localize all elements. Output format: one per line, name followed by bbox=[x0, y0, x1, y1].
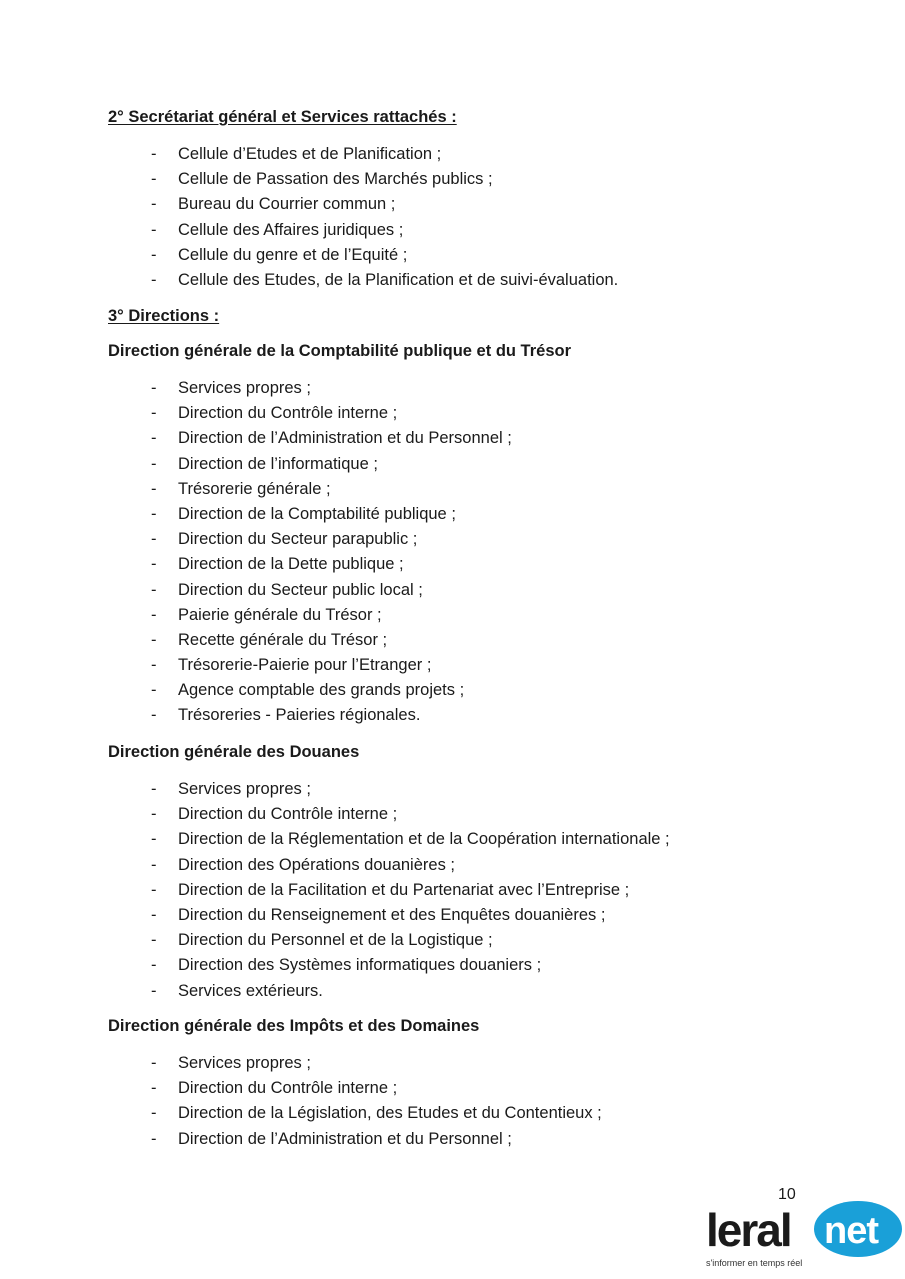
dash-bullet: - bbox=[151, 981, 157, 1000]
list-item-text: Recette générale du Trésor ; bbox=[178, 630, 388, 649]
dgcpt-heading-block bbox=[108, 341, 848, 361]
leralnet-logo-mark bbox=[706, 1200, 902, 1258]
list-item bbox=[108, 878, 848, 903]
dash-bullet: - bbox=[151, 270, 157, 289]
section-3-heading: 3° Directions : bbox=[108, 307, 220, 325]
list-item-text: Direction des Opérations douanières ; bbox=[178, 855, 455, 874]
dash-bullet: - bbox=[151, 504, 157, 523]
dash-bullet: - bbox=[151, 530, 157, 549]
list-item-text: Direction de la Facilitation et du Partenariat avec l’Entreprise ; bbox=[178, 880, 630, 899]
dgid-heading-block bbox=[108, 1016, 848, 1036]
dgd-list bbox=[108, 777, 848, 1004]
dgid-list bbox=[108, 1051, 848, 1152]
dash-bullet: - bbox=[151, 630, 157, 649]
dash-bullet: - bbox=[151, 404, 157, 423]
section-2-list-block bbox=[108, 142, 848, 293]
list-item bbox=[108, 401, 848, 426]
list-item-text: Direction du Contrôle interne ; bbox=[178, 805, 398, 824]
list-item bbox=[108, 218, 848, 243]
list-item-text: Direction du Secteur parapublic ; bbox=[178, 530, 418, 549]
dash-bullet: - bbox=[151, 880, 157, 899]
list-item-text: Trésorerie-Paierie pour l’Etranger ; bbox=[178, 656, 432, 675]
list-item-text: Services propres ; bbox=[178, 1054, 311, 1072]
logo-word-leral: leral bbox=[706, 1204, 791, 1256]
list-item-text: Direction de l’Administration et du Personnel ; bbox=[178, 1129, 512, 1148]
list-item bbox=[108, 477, 848, 502]
list-item bbox=[108, 578, 848, 603]
list-item bbox=[108, 142, 848, 167]
list-item bbox=[108, 979, 848, 1004]
section-2-list bbox=[108, 142, 848, 293]
dash-bullet: - bbox=[151, 855, 157, 874]
list-item bbox=[108, 552, 848, 577]
dash-bullet: - bbox=[151, 1079, 157, 1098]
list-item-text: Trésoreries - Paieries régionales. bbox=[178, 706, 421, 725]
list-item-text: Agence comptable des grands projets ; bbox=[178, 681, 465, 700]
dash-bullet: - bbox=[151, 170, 157, 189]
list-item bbox=[108, 243, 848, 268]
list-item-text: Cellule de Passation des Marchés publics ; bbox=[178, 170, 493, 189]
list-item-text: Direction du Personnel et de la Logistique ; bbox=[178, 931, 493, 950]
dash-bullet: - bbox=[151, 1054, 157, 1072]
dash-bullet: - bbox=[151, 931, 157, 950]
list-item-text: Direction du Contrôle interne ; bbox=[178, 404, 398, 423]
dgid-heading: Direction générale des Impôts et des Domaines bbox=[108, 1017, 480, 1035]
list-item bbox=[108, 167, 848, 192]
dash-bullet: - bbox=[151, 1129, 157, 1148]
list-item bbox=[108, 268, 848, 293]
dash-bullet: - bbox=[151, 220, 157, 239]
list-item bbox=[108, 452, 848, 477]
list-item-text: Cellule d’Etudes et de Planification ; bbox=[178, 145, 442, 163]
list-item bbox=[108, 1101, 848, 1126]
list-item-text: Direction des Systèmes informatiques douaniers ; bbox=[178, 956, 542, 975]
dgcpt-list-block bbox=[108, 376, 848, 729]
list-item bbox=[108, 603, 848, 628]
dgcpt-list bbox=[108, 376, 848, 729]
list-item bbox=[108, 653, 848, 678]
list-item bbox=[108, 527, 848, 552]
list-item bbox=[108, 678, 848, 703]
dgd-heading: Direction générale des Douanes bbox=[108, 743, 360, 761]
dash-bullet: - bbox=[151, 555, 157, 574]
dash-bullet: - bbox=[151, 605, 157, 624]
dash-bullet: - bbox=[151, 805, 157, 824]
list-item bbox=[108, 827, 848, 852]
list-item-text: Services propres ; bbox=[178, 379, 311, 397]
dash-bullet: - bbox=[151, 830, 157, 849]
logo-word-net: net bbox=[824, 1210, 878, 1252]
page-number: 10 bbox=[778, 1186, 796, 1203]
section-2-heading: 2° Secrétariat général et Services rattachés : bbox=[108, 108, 457, 126]
list-item bbox=[108, 903, 848, 928]
list-item bbox=[108, 1127, 848, 1152]
list-item bbox=[108, 953, 848, 978]
list-item bbox=[108, 928, 848, 953]
list-item bbox=[108, 853, 848, 878]
list-item bbox=[108, 376, 848, 401]
dash-bullet: - bbox=[151, 656, 157, 675]
list-item-text: Direction de l’informatique ; bbox=[178, 454, 378, 473]
list-item-text: Direction du Secteur public local ; bbox=[178, 580, 423, 599]
list-item-text: Direction de l’Administration et du Personnel ; bbox=[178, 429, 512, 448]
list-item-text: Services extérieurs. bbox=[178, 981, 323, 1000]
list-item-text: Trésorerie générale ; bbox=[178, 479, 331, 498]
list-item-text: Direction de la Réglementation et de la Coopération internationale ; bbox=[178, 830, 670, 849]
dash-bullet: - bbox=[151, 245, 157, 264]
section-2-heading-block bbox=[108, 107, 848, 127]
list-item-text: Services propres ; bbox=[178, 780, 311, 798]
section-3-heading-block bbox=[108, 306, 848, 326]
list-item-text: Direction de la Dette publique ; bbox=[178, 555, 404, 574]
dgd-heading-block bbox=[108, 742, 848, 762]
dash-bullet: - bbox=[151, 429, 157, 448]
dgid-list-block bbox=[108, 1051, 848, 1152]
list-item-text: Cellule du genre et de l’Equité ; bbox=[178, 245, 408, 264]
list-item bbox=[108, 777, 848, 802]
list-item-text: Paierie générale du Trésor ; bbox=[178, 605, 382, 624]
dash-bullet: - bbox=[151, 956, 157, 975]
dash-bullet: - bbox=[151, 1104, 157, 1123]
list-item-text: Direction de la Comptabilité publique ; bbox=[178, 504, 456, 523]
dash-bullet: - bbox=[151, 195, 157, 214]
dash-bullet: - bbox=[151, 580, 157, 599]
list-item-text: Direction de la Législation, des Etudes et du Contentieux ; bbox=[178, 1104, 602, 1123]
leralnet-logo bbox=[706, 1200, 902, 1270]
dgcpt-heading: Direction générale de la Comptabilité publique et du Trésor bbox=[108, 342, 571, 360]
list-item bbox=[108, 1051, 848, 1076]
dash-bullet: - bbox=[151, 706, 157, 725]
list-item bbox=[108, 426, 848, 451]
dash-bullet: - bbox=[151, 379, 157, 397]
list-item-text: Cellule des Affaires juridiques ; bbox=[178, 220, 404, 239]
list-item-text: Bureau du Courrier commun ; bbox=[178, 195, 396, 214]
dash-bullet: - bbox=[151, 905, 157, 924]
dash-bullet: - bbox=[151, 479, 157, 498]
list-item bbox=[108, 192, 848, 217]
dash-bullet: - bbox=[151, 145, 157, 163]
dash-bullet: - bbox=[151, 454, 157, 473]
list-item bbox=[108, 703, 848, 728]
list-item bbox=[108, 1076, 848, 1101]
list-item bbox=[108, 802, 848, 827]
dash-bullet: - bbox=[151, 681, 157, 700]
dgd-list-block bbox=[108, 777, 848, 1004]
dash-bullet: - bbox=[151, 780, 157, 798]
list-item-text: Direction du Contrôle interne ; bbox=[178, 1079, 398, 1098]
list-item-text: Cellule des Etudes, de la Planification et de suivi-évaluation. bbox=[178, 270, 619, 289]
list-item-text: Direction du Renseignement et des Enquêtes douanières ; bbox=[178, 905, 606, 924]
list-item bbox=[108, 628, 848, 653]
list-item bbox=[108, 502, 848, 527]
logo-tagline: s'informer en temps réel bbox=[706, 1258, 803, 1268]
